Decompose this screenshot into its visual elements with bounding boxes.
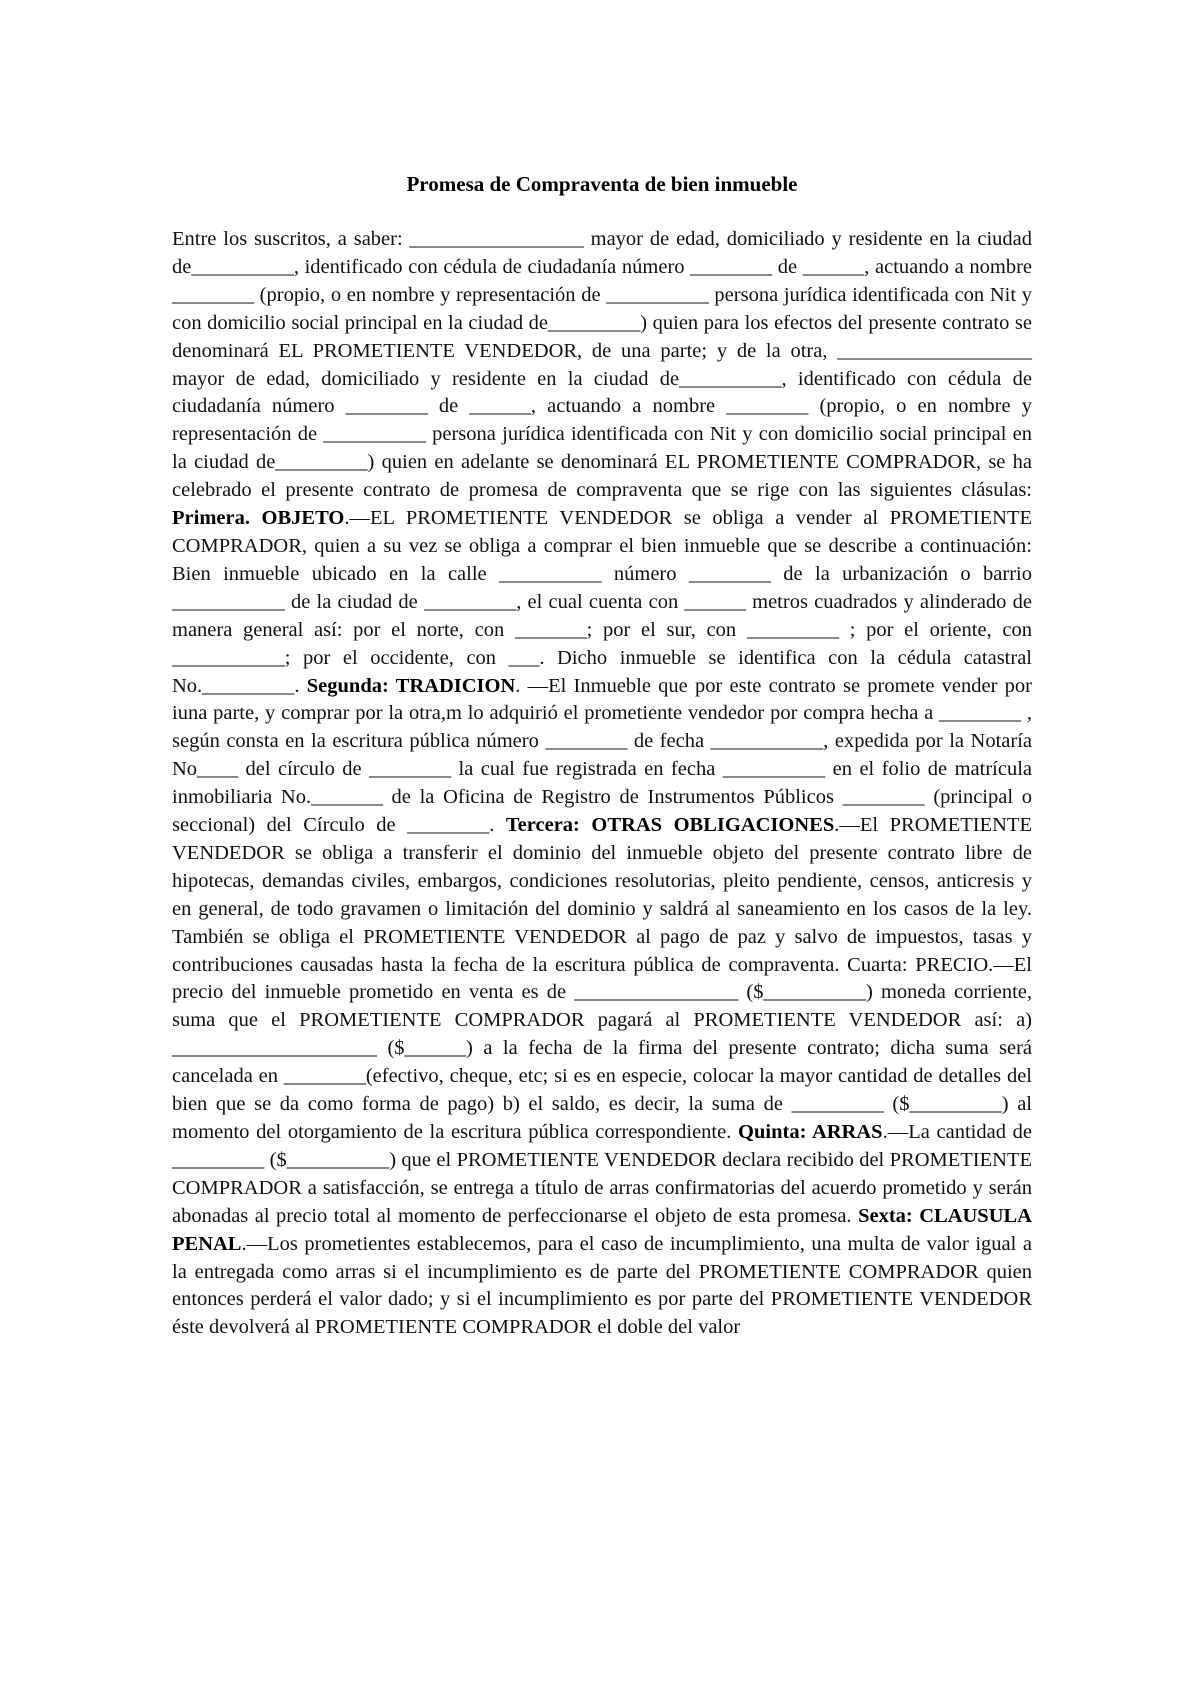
clause-5-heading: Quinta: ARRAS	[738, 1121, 883, 1143]
document-title: Promesa de Compraventa de bien inmueble	[406, 172, 798, 196]
clause-2-text: . —El Inmueble que por este contrato se promete vender por iuna parte, y comprar por la otra,m lo adquirió el prometiente vendedor por compra hecha a ________ , según consta en la escritura pública número ________ de fecha ___________, expedida por la Notaría No____ del círculo de ________ la cual fue registrada en fecha __________ en el folio de matrícula inmobiliaria No._______ de la Oficina de Registro de Instrumentos Públicos ________ (principal o seccional) del Círculo de ________.	[172, 674, 1032, 837]
clause-3-4-text: .—El PROMETIENTE VENDEDOR se obliga a transferir el dominio del inmueble objeto del presente contrato libre de hipotecas, demandas civiles, embargos, condiciones resolutorias, pleito pendiente, censos, anticresis y en general, de todo gravamen o limitación del dominio y saldrá al saneamiento en los casos de la ley. También se obliga el PROMETIENTE VENDEDOR al pago de paz y salvo de impuestos, tasas y contribuciones causadas hasta la fecha de la escritura pública de compraventa. Cuarta: PRECIO.—El precio del inmueble prometido en venta es de ________________ ($__________) moneda corriente, suma que el PROMETIENTE COMPRADOR pagará al PROMETIENTE VENDEDOR así: a) ____________________ ($______) a la fecha de la firma del presente contrato; dicha suma será cancelada en ________(efectivo, cheque, etc; si es en especie, colocar la mayor cantidad de detalles del bien que se da como forma de pago) b) el saldo, es decir, la suma de _________ ($_________) al momento del otorgamiento de la escritura pública correspondiente.	[172, 814, 1032, 1143]
clause-1-text: .—EL PROMETIENTE VENDEDOR se obliga a vender al PROMETIENTE COMPRADOR, quien a su vez se obliga a comprar el bien inmueble que se describe a continuación: Bien inmueble ubicado en la calle __________ número ________ de la urbanización o barrio ___________ de la ciudad de _________, el cual cuenta con ______ metros cuadrados y alinderado de manera general así: por el norte, con _______; por el sur, con _________ ; por el oriente, con ___________; por el occidente, con ___. Dicho inmueble se identifica con la cédula catastral No._________.	[172, 507, 1032, 697]
clause-6-text: .—Los prometientes establecemos, para el caso de incumplimiento, una multa de valor igual a la entregada como arras si el incumplimiento es de parte del PROMETIENTE COMPRADOR quien entonces perderá el valor dado; y si el incumplimiento es por parte del PROMETIENTE VENDEDOR éste devolverá al PROMETIENTE COMPRADOR el doble del valor	[172, 1232, 1032, 1339]
clause-6-heading: Sexta: CLAUSULA PENAL	[172, 1204, 1032, 1255]
clause-1-heading: Primera. OBJETO	[172, 507, 345, 530]
clause-2-heading: Segunda: TRADICION	[306, 674, 516, 697]
intro-text: Entre los suscritos, a saber: _________________ mayor de edad, domiciliado y residente en la ciudad de__________, identificado con cédula de ciudadanía número ________ de ______, actuando a nombre ________ (propio, o en nombre y representación de __________ persona jurídica identificada con Nit y con domicilio social principal en la ciudad de_________) quien para los efectos del presente contrato se denominará EL PROMETIENTE VENDEDOR, de una parte; y de la otra, ___________________ mayor de edad, domiciliado y residente en la ciudad de__________, identificado con cédula de ciudadanía número ________ de ______, actuando a nombre ________ (propio, o en nombre y representación de __________ persona jurídica identificada con Nit y con domicilio social principal en la ciudad de_________) quien en adelante se denominará EL PROMETIENTE COMPRADOR, se ha celebrado el presente contrato de promesa de compraventa que se rige con las siguientes clásulas:	[172, 228, 1032, 502]
clause-3-heading: Tercera: OTRAS OBLIGACIONES	[505, 814, 835, 837]
contract-body	[172, 226, 1032, 1342]
clause-5-text: .—La cantidad de _________ ($__________) que el PROMETIENTE VENDEDOR declara recibido del PROMETIENTE COMPRADOR a satisfacción, se entrega a título de arras confirmatorias del acuerdo prometido y serán abonadas al precio total al momento de perfeccionarse el objeto de esta promesa.	[172, 1121, 1032, 1227]
